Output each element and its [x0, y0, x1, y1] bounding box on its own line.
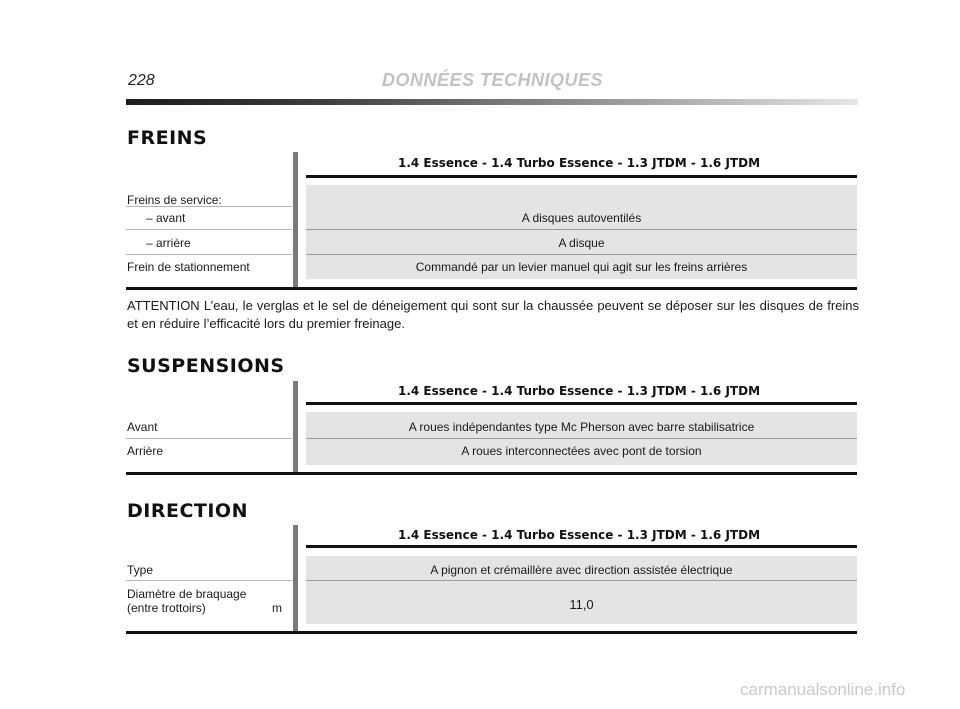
rear-suspension-label: Arrière	[127, 444, 164, 458]
parking-brake-label: Frein de stationnement	[127, 260, 250, 274]
warning-note: ATTENTION L’eau, le verglas et le sel de déneigement qui sont sur la chaussée peuvent se déposer sur les disques de freins et en réduire l’efficacité lors du premier freinage.	[127, 298, 859, 331]
rear-brakes-label: – arrière	[146, 236, 191, 250]
column-header: 1.4 Essence - 1.4 Turbo Essence - 1.3 JTDM - 1.6 JTDM	[397, 384, 761, 398]
column-header: 1.4 Essence - 1.4 Turbo Essence - 1.3 JTDM - 1.6 JTDM	[397, 528, 761, 542]
turning-diameter-unit: m	[272, 601, 282, 615]
header-divider	[126, 99, 858, 105]
row-separator	[126, 229, 292, 230]
column-divider	[293, 525, 298, 632]
section-bottom-rule	[126, 631, 857, 634]
watermark: carmanualsonline.info	[740, 680, 906, 699]
section-title-steering: DIRECTION	[127, 500, 248, 522]
row-separator	[126, 580, 292, 581]
header-rule	[306, 545, 857, 548]
section-bottom-rule	[126, 287, 857, 290]
front-suspension-label: Avant	[127, 420, 158, 434]
page-number: 228	[128, 72, 155, 89]
row-separator	[306, 254, 857, 255]
column-divider	[293, 152, 298, 288]
header-rule	[306, 175, 857, 178]
row-separator	[126, 254, 292, 255]
front-brakes-value: A disques autoventilés	[521, 211, 642, 225]
parking-brake-value: Commandé par un levier manuel qui agit sur les freins arrières	[415, 260, 748, 274]
steering-type-value: A pignon et crémaillère avec direction assistée électrique	[430, 563, 733, 577]
service-brakes-label: Freins de service:	[127, 193, 222, 207]
row-separator	[306, 438, 857, 439]
turning-diameter-label: Diamètre de braquage	[127, 587, 247, 601]
rear-suspension-value: A roues interconnectées avec pont de torsion	[461, 444, 702, 458]
front-brakes-label: – avant	[146, 211, 186, 225]
header-rule	[306, 402, 857, 405]
turning-diameter-sublabel: (entre trottoirs)	[127, 601, 206, 615]
row-separator	[306, 580, 857, 581]
section-bottom-rule	[126, 472, 857, 475]
column-header: 1.4 Essence - 1.4 Turbo Essence - 1.3 JTDM - 1.6 JTDM	[397, 156, 761, 170]
row-separator	[126, 438, 292, 439]
section-title-brakes: FREINS	[127, 127, 208, 149]
front-suspension-value: A roues indépendantes type Mc Pherson avec barre stabilisatrice	[408, 420, 755, 434]
turning-diameter-value: 11,0	[569, 597, 594, 612]
steering-type-label: Type	[127, 563, 154, 577]
page-header-title: DONNÉES TECHNIQUES	[382, 70, 604, 90]
section-title-suspensions: SUSPENSIONS	[127, 355, 285, 377]
rear-brakes-value: A disque	[558, 236, 605, 250]
row-separator	[306, 229, 857, 230]
column-divider	[293, 381, 298, 473]
